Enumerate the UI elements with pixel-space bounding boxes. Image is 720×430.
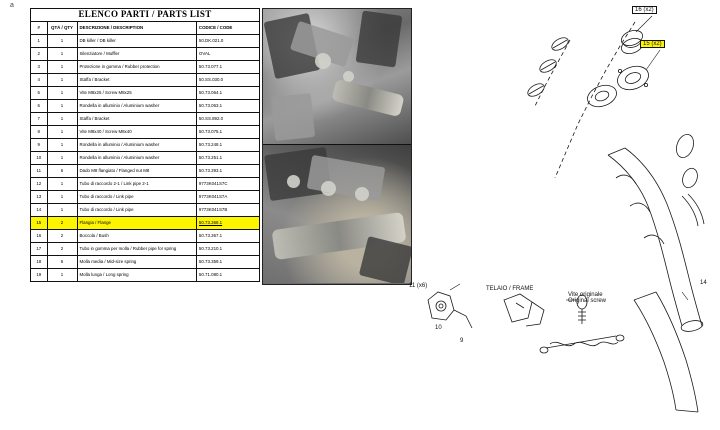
cell-code: 50.73.077.1 <box>196 61 259 74</box>
table-row <box>31 165 260 178</box>
cell-qty: 1 <box>47 87 77 100</box>
cell-number: 12 <box>31 178 48 191</box>
cell-qty: 1 <box>47 48 77 61</box>
cell-qty: 1 <box>47 178 77 191</box>
table-row <box>31 61 260 74</box>
cell-number: 14 <box>31 204 48 217</box>
cell-code: 50.71.080.1 <box>196 269 259 282</box>
cell-number: 19 <box>31 269 48 282</box>
cell-code: 50.73.064.1 <box>196 87 259 100</box>
cell-code: 50.73.367.1 <box>196 230 259 243</box>
cell-number: 1 <box>31 35 48 48</box>
cell-number: 18 <box>31 256 48 269</box>
cell-number: 4 <box>31 74 48 87</box>
cell-description: Rondella in alluminio / Aluminium washer <box>77 139 196 152</box>
cell-qty: 1 <box>47 113 77 126</box>
corner-mark: a <box>10 2 14 9</box>
cell-qty: 1 <box>47 269 77 282</box>
cell-number: 10 <box>31 152 48 165</box>
callout-15: 15 (x2) <box>640 40 665 48</box>
cell-description: Tubo di raccordo / Link pipe <box>77 204 196 217</box>
callout-14: 14 <box>700 280 707 286</box>
cell-description: Molla lunga / Long spring <box>77 269 196 282</box>
cell-code: 9773K041S7C <box>196 178 259 191</box>
table-row <box>31 74 260 87</box>
table-row <box>31 35 260 48</box>
table-row <box>31 204 260 217</box>
cell-number: 17 <box>31 243 48 256</box>
cell-code: 50.73.063.1 <box>196 100 259 113</box>
cell-description: Tubo di raccordo / Link pipe <box>77 191 196 204</box>
cell-code: OVAL <box>196 48 259 61</box>
cell-description: Protezione in gomma / Rubber protection <box>77 61 196 74</box>
cell-code: 50.73.248.1 <box>196 139 259 152</box>
cell-number: 6 <box>31 100 48 113</box>
cell-code: 50.73.359.1 <box>196 256 259 269</box>
original-screw-label <box>568 292 606 304</box>
cell-description: Rondella in alluminio / Aluminium washer <box>77 152 196 165</box>
cell-number: 16 <box>31 230 48 243</box>
cell-qty: 1 <box>47 139 77 152</box>
cell-code: 50.SS.892.0 <box>196 113 259 126</box>
cell-code: 50.DK.021.0 <box>196 35 259 48</box>
cell-description: Staffa / Bracket <box>77 113 196 126</box>
cell-code: 9773K041S7B <box>196 204 259 217</box>
cell-qty: 1 <box>47 191 77 204</box>
parts-table-title-row <box>31 9 260 22</box>
cell-description: Silenziatore / Muffler <box>77 48 196 61</box>
table-row <box>31 87 260 100</box>
col-header-qty: QTÁ / QTY <box>47 22 77 35</box>
cell-number: 7 <box>31 113 48 126</box>
cell-number: 15 <box>31 217 48 230</box>
photo-panel <box>262 8 412 285</box>
col-header-code: CODICE / CODE <box>196 22 259 35</box>
cell-qty: 2 <box>47 243 77 256</box>
cell-qty: 2 <box>47 230 77 243</box>
cell-number: 5 <box>31 87 48 100</box>
table-row <box>31 178 260 191</box>
cell-number: 11 <box>31 165 48 178</box>
cell-number: 2 <box>31 48 48 61</box>
cell-description: Vite M8x25 / Screw M8x25 <box>77 87 196 100</box>
cell-qty: 1 <box>47 100 77 113</box>
cell-number: 13 <box>31 191 48 204</box>
callout-16: 16 (x2) <box>632 6 657 14</box>
cell-code: 50.73.251.1 <box>196 152 259 165</box>
cell-description: Boccola / Bush <box>77 230 196 243</box>
cell-description: Tubo di raccordo 2-1 / Link pipe 2-1 <box>77 178 196 191</box>
cell-qty: 1 <box>47 61 77 74</box>
table-row <box>31 191 260 204</box>
cell-qty: 1 <box>47 126 77 139</box>
table-row <box>31 100 260 113</box>
frame-label <box>486 286 533 292</box>
callout-9: 9 <box>460 338 464 344</box>
cell-qty: 6 <box>47 256 77 269</box>
photo-installation-top <box>263 9 411 144</box>
cell-qty: 1 <box>47 204 77 217</box>
original-screw-label-it: Vite originale <box>568 292 603 298</box>
cell-description: Tubo in gomma per molla / Rubber pipe for spring <box>77 243 196 256</box>
cell-description: Dado M8 flangiato / Flanged nut M8 <box>77 165 196 178</box>
parts-table-body <box>31 9 260 282</box>
cell-qty: 1 <box>47 74 77 87</box>
cell-code: 50.73.393.1 <box>196 165 259 178</box>
cell-description: Staffa / Bracket <box>77 74 196 87</box>
exploded-diagram <box>409 0 720 430</box>
cell-qty: 6 <box>47 165 77 178</box>
table-row <box>31 269 260 282</box>
parts-list-panel <box>30 8 260 282</box>
col-header-description: DESCRIZIONE / DESCRIPTION <box>77 22 196 35</box>
cell-code: 50.73.210.1 <box>196 243 259 256</box>
cell-qty: 1 <box>47 152 77 165</box>
parts-table <box>30 8 260 282</box>
photo-installation-bottom <box>263 145 411 283</box>
cell-description: Molla media / Mid-size spring <box>77 256 196 269</box>
table-row <box>31 139 260 152</box>
cell-number: 8 <box>31 126 48 139</box>
table-row <box>31 126 260 139</box>
cell-code: 50.SS.030.0 <box>196 74 259 87</box>
cell-qty: 1 <box>47 35 77 48</box>
cell-code: 9773K041S7A <box>196 191 259 204</box>
table-row-highlighted <box>31 217 260 230</box>
cell-code: 50.73.075.1 <box>196 126 259 139</box>
cell-description: Rondella in alluminio / Aluminium washer <box>77 100 196 113</box>
cell-description: DB killer / DB killer <box>77 35 196 48</box>
table-row <box>31 152 260 165</box>
callout-11: 11 (x6) <box>409 283 428 289</box>
cell-number: 3 <box>31 61 48 74</box>
table-row <box>31 256 260 269</box>
callout-10: 10 <box>435 325 442 331</box>
original-screw-label-en: Original screw <box>568 298 607 304</box>
frame-label-text: TELAIO / FRAME <box>486 286 534 292</box>
table-row <box>31 48 260 61</box>
col-header-number: # <box>31 22 48 35</box>
table-row <box>31 113 260 126</box>
parts-table-header-row <box>31 22 260 35</box>
cell-qty: 2 <box>47 217 77 230</box>
parts-list-title: ELENCO PARTI / PARTS LIST <box>31 9 260 22</box>
cell-description: Flangia / Flange <box>77 217 196 230</box>
cell-code: 50.73.368.1 <box>196 217 259 230</box>
table-row <box>31 243 260 256</box>
table-row <box>31 230 260 243</box>
diagram-svg <box>420 0 720 430</box>
cell-description: Vite M8x40 / Screw M8x40 <box>77 126 196 139</box>
cell-number: 9 <box>31 139 48 152</box>
